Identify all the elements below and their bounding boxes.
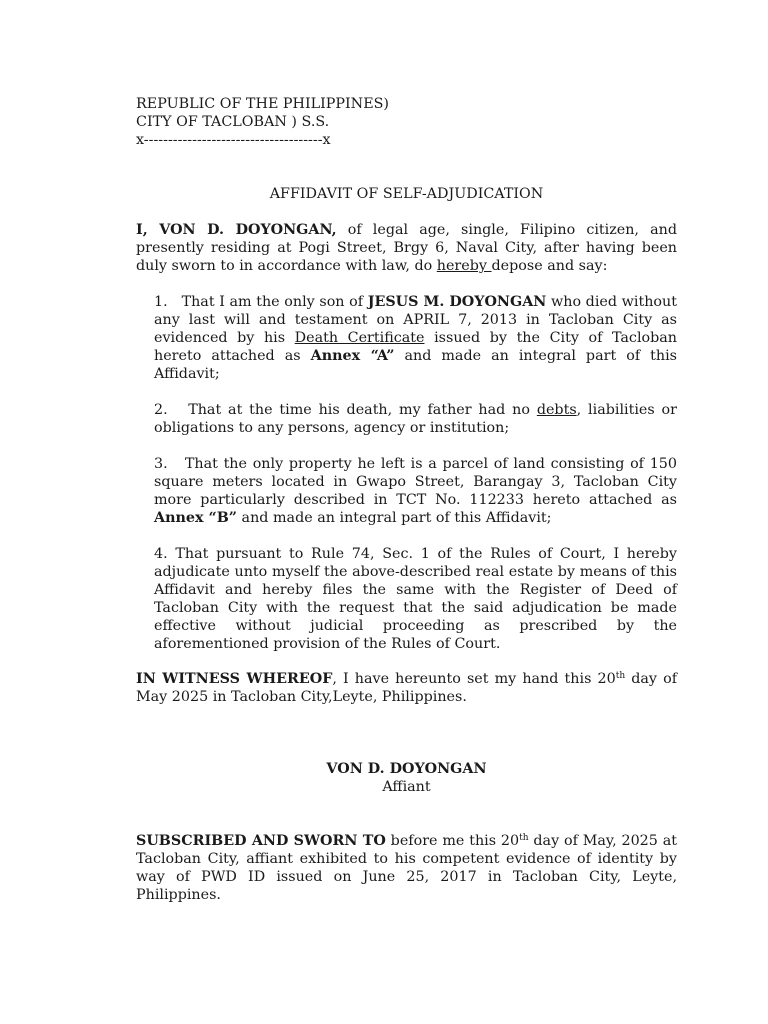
debts-word: debts [536,402,577,418]
jurat-ordinal: th [519,833,529,843]
death-certificate-ref: Death Certificate [294,330,425,346]
intro-text: of legal age, single, Filipino citizen, and presently residing at Pogi Street, Brgy 6, Naval City, after having been duly sworn to in accordance with law, do [136,222,677,274]
witness-text-2: day of May 2025 in Tacloban City,Leyte, Philippines. [136,671,677,705]
annex-a-ref: Annex “A” [310,348,395,364]
jurat-text: before me this 20 [385,833,520,849]
paragraph-3-number: 3. [154,456,168,472]
intro-paragraph [136,221,677,275]
witness-ordinal: th [615,671,626,681]
paragraph-4-text: That pursuant to Rule 74, Sec. 1 of the Rules of Court, I hereby adjudicate unto myself the above-described real estate by means of this Affidavit and hereby files the same with the Register of Deed of Tacloban City with the request that the said adjudication be made effective without judicial proceeding as prescribed by the aforementioned provision of the Rules of Court. [154,546,677,652]
paragraph-1-text-2: who died without any last will and testament on APRIL 7, 2013 in Tacloban City as evidenced by his [154,294,677,346]
signature-block [136,760,677,796]
paragraph-1-number: 1. [154,294,168,310]
paragraph-1-text-4: and made an integral part of this Affidavit; [154,348,677,382]
father-name: JESUS M. DOYONGAN [367,294,547,310]
paragraph-2-text-2: , liabilities or obligations to any persons, agency or institution; [154,402,677,436]
witness-text: , I have hereunto set my hand this 20 [332,671,616,687]
affiant-label: Affiant [382,779,431,795]
document-title: AFFIDAVIT OF SELF-ADJUDICATION [269,186,544,202]
witness-lead: IN WITNESS WHEREOF [136,671,333,687]
jurat-lead: SUBSCRIBED AND SWORN TO [136,833,386,849]
paragraph-3 [154,455,677,527]
affiant-name-intro: I, VON D. DOYONGAN, [136,222,337,238]
paragraph-2 [154,401,677,437]
intro-text-end: depose and say: [491,258,608,274]
caption-block [136,95,389,149]
hereby-word: hereby [436,258,492,274]
caption-republic: REPUBLIC OF THE PHILIPPINES) [136,96,390,112]
caption-city: CITY OF TACLOBAN ) S.S. [136,114,330,130]
annex-b-ref: Annex “B” [154,510,238,526]
paragraph-1-text-3: issued by the City of Tacloban hereto attached as [154,330,678,364]
paragraph-3-text-2: and made an integral part of this Affidavit; [237,510,552,526]
paragraph-4 [154,545,677,653]
paragraph-1 [154,293,677,383]
jurat-text-2: day of May, 2025 at Tacloban City, affiant exhibited to his competent evidence of identity by way of PWD ID issued on June 25, 2017 in Tacloban City, Leyte, Philippines. [136,833,677,903]
affiant-signature-name: VON D. DOYONGAN [326,761,487,777]
witness-paragraph [136,670,677,706]
paragraph-2-number: 2. [154,402,168,418]
jurat-paragraph [136,832,677,904]
paragraph-4-number: 4. [154,546,168,562]
paragraph-3-text: That the only property he left is a parcel of land consisting of 150 square meters located in Gwapo Street, Barangay 3, Tacloban City more particularly described in TCT No. 112233 hereto attached as [154,456,677,508]
paragraph-2-text: That at the time his death, my father had no [188,402,537,418]
caption-separator: x-------------------------------------x [136,132,331,148]
paragraph-1-text: That I am the only son of [181,294,368,310]
